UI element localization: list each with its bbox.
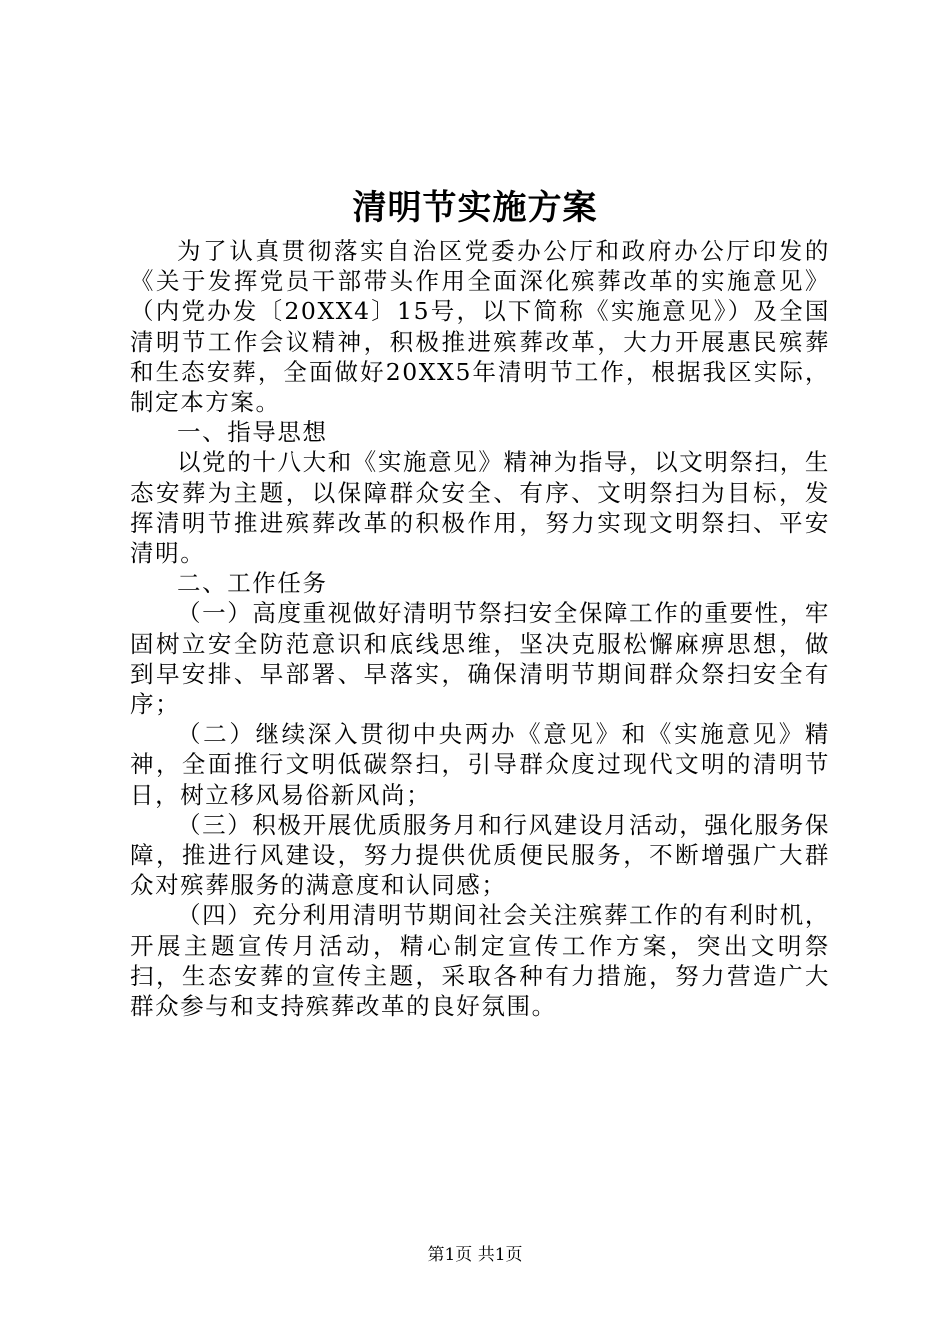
paragraph-guiding-ideology: 以党的十八大和《实施意见》精神为指导，以文明祭扫，生态安葬为主题，以保障群众安全、有序、文明祭扫为目标，发挥清明节推进殡葬改革的积极作用，努力实现文明祭扫、平安清明。 (130, 448, 830, 568)
paragraph-task-4: （四）充分利用清明节期间社会关注殡葬工作的有利时机，开展主题宣传月活动，精心制定宣传工作方案，突出文明祭扫，生态安葬的宣传主题，采取各种有力措施，努力营造广大群众参与和支持殡葬改革的良好氛围。 (130, 901, 830, 1021)
section-heading-guiding-ideology: 一、指导思想 (177, 418, 328, 447)
document-body (130, 236, 830, 1021)
paragraph-task-3: （三）积极开展优质服务月和行风建设月活动，强化服务保障，推进行风建设，努力提供优质便民服务，不断增强广大群众对殡葬服务的满意度和认同感； (130, 810, 830, 900)
section-heading-work-tasks: 二、工作任务 (177, 569, 328, 598)
paragraph-intro: 为了认真贯彻落实自治区党委办公厅和政府办公厅印发的《关于发挥党员干部带头作用全面深化殡葬改革的实施意见》（内党办发〔20XX4〕15号，以下简称《实施意见》）及全国清明节工作会议精神，积极推进殡葬改革，大力开展惠民殡葬和生态安葬，全面做好20XX5年清明节工作，根据我区实际，制定本方案。 (130, 237, 830, 417)
paragraph-task-2: （二）继续深入贯彻中央两办《意见》和《实施意见》精神，全面推行文明低碳祭扫，引导群众度过现代文明的清明节日，树立移风易俗新风尚； (130, 720, 830, 809)
paragraph-task-1: （一）高度重视做好清明节祭扫安全保障工作的重要性，牢固树立安全防范意识和底线思维，坚决克服松懈麻痹思想，做到早安排、早部署、早落实，确保清明节期间群众祭扫安全有序； (130, 599, 830, 719)
page-number-footer: 第1页 共1页 (427, 1245, 523, 1265)
document-title: 清明节实施方案 (352, 188, 598, 228)
